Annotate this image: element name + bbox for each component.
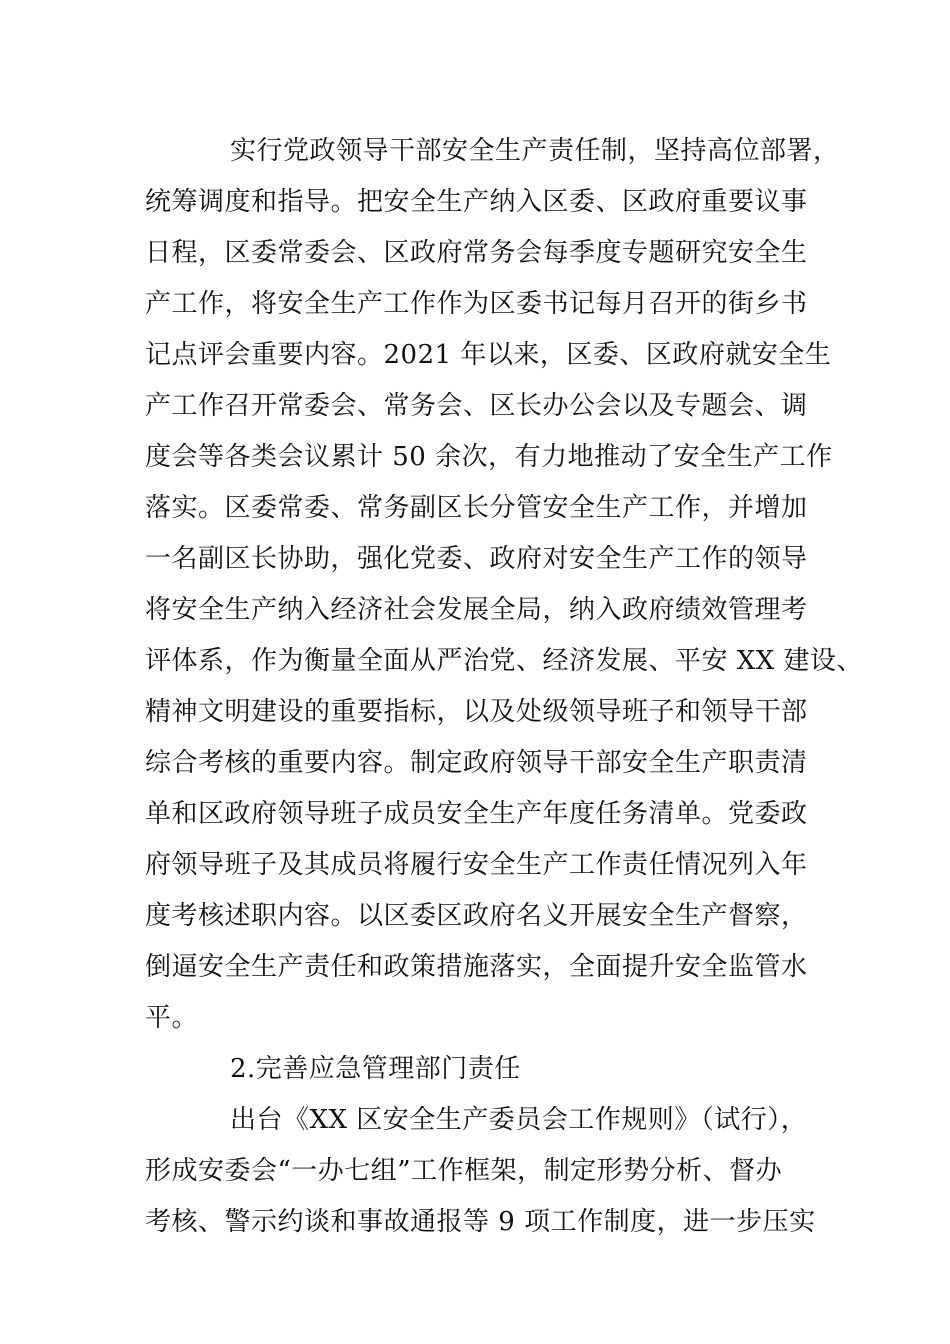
paragraph-1-line-9: 一名副区长协助，强化党委、政府对安全生产工作的领导 bbox=[145, 544, 808, 574]
paragraph-1-line-11: 评体系，作为衡量全面从严治党、经济发展、平安 XX 建设、 bbox=[145, 646, 864, 676]
paragraph-2-line-3: 考核、警示约谈和事故通报等 9 项工作制度，进一步压实 bbox=[145, 1207, 816, 1237]
paragraph-1-line-7: 度会等各类会议累计 50 余次，有力地推动了安全生产工作 bbox=[145, 442, 833, 472]
paragraph-2-line-1: 出台《XX 区安全生产委员会工作规则》（试行）， bbox=[230, 1105, 808, 1135]
paragraph-1-line-8: 落实。区委常委、常务副区长分管安全生产工作，并增加 bbox=[145, 493, 808, 523]
paragraph-2-line-2: 形成安委会“一办七组”工作框架，制定形势分析、督办 bbox=[145, 1156, 783, 1186]
paragraph-1-line-12: 精神文明建设的重要指标，以及处级领导班子和领导干部 bbox=[145, 697, 808, 727]
paragraph-1-line-2: 统筹调度和指导。把安全生产纳入区委、区政府重要议事 bbox=[145, 187, 808, 217]
paragraph-1-line-6: 产工作召开常委会、常务会、区长办公会以及专题会、调 bbox=[145, 391, 808, 421]
paragraph-1-line-18: 平。 bbox=[145, 1003, 199, 1033]
paragraph-1-line-14: 单和区政府领导班子成员安全生产年度任务清单。党委政 bbox=[145, 799, 808, 829]
paragraph-1-line-5: 记点评会重要内容。2021 年以来，区委、区政府就安全生 bbox=[145, 340, 832, 370]
paragraph-1-line-16: 度考核述职内容。以区委区政府名义开展安全生产督察， bbox=[145, 901, 808, 931]
paragraph-1-line-17: 倒逼安全生产责任和政策措施落实，全面提升安全监管水 bbox=[145, 952, 808, 982]
paragraph-1-line-15: 府领导班子及其成员将履行安全生产工作责任情况列入年 bbox=[145, 850, 808, 880]
paragraph-1-line-10: 将安全生产纳入经济社会发展全局，纳入政府绩效管理考 bbox=[145, 595, 808, 625]
paragraph-1-line-4: 产工作，将安全生产工作作为区委书记每月召开的街乡书 bbox=[145, 289, 808, 319]
section-heading-2: 2.完善应急管理部门责任 bbox=[230, 1054, 521, 1084]
paragraph-1-line-3: 日程，区委常委会、区政府常务会每季度专题研究安全生 bbox=[145, 238, 808, 268]
paragraph-1-line-13: 综合考核的重要内容。制定政府领导干部安全生产职责清 bbox=[145, 748, 808, 778]
paragraph-1-line-1: 实行党政领导干部安全生产责任制，坚持高位部署， bbox=[230, 136, 840, 166]
